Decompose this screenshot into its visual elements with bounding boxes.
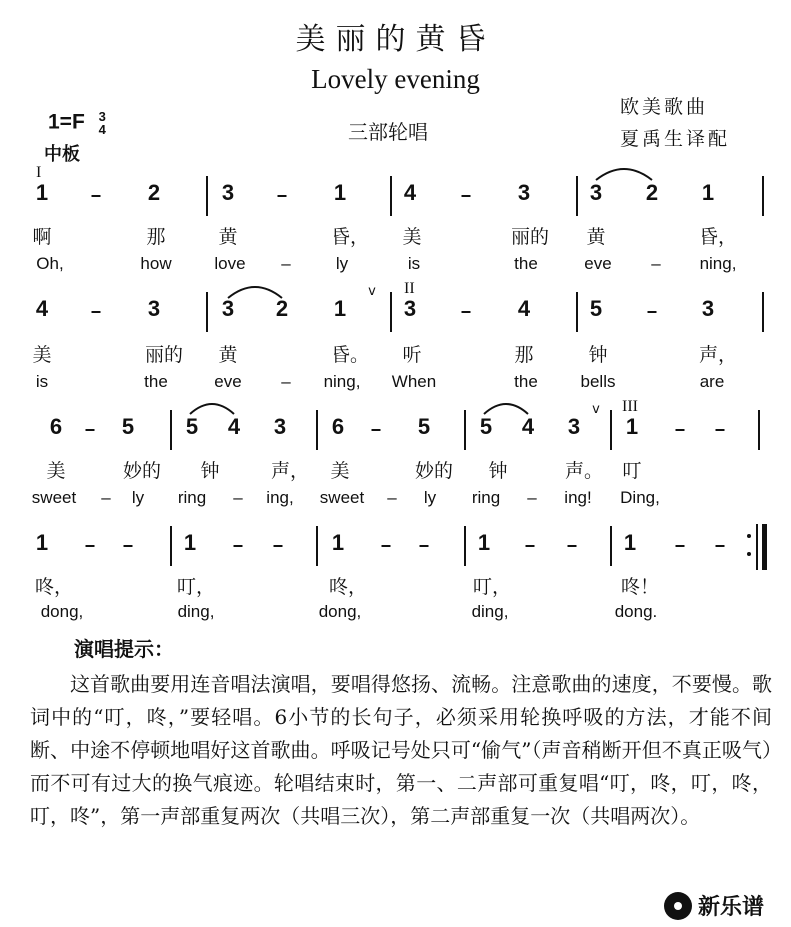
hints-body: 这首歌曲要用连音唱法演唱，要唱得悠扬、流畅。注意歌曲的速度，不要慢。歌词中的“叮，咚，”要轻唱。6小节的长句子，必须采用轮换呼吸的方法，才能不间断、中途不停顿地唱好这首歌曲。呼吸记号处只可“偷气”（声音稍断开但不真正吸气）而不可有过大的换气痕迹。轮唱结束时，第一、二声部可重复唱“叮，咚，叮，咚，叮，咚”，第一声部重复两次（共唱三次），第二声部重复一次（共唱两次）。 bbox=[30, 672, 772, 828]
lyric-english: eve bbox=[214, 372, 242, 391]
note-dash bbox=[274, 545, 283, 547]
bar-line bbox=[576, 292, 578, 332]
note: 1 bbox=[331, 530, 345, 555]
note-dash bbox=[648, 311, 657, 313]
lyric-english: ly bbox=[131, 488, 145, 507]
lyric-english: is bbox=[35, 372, 49, 391]
lyric-chinese: 丽的 bbox=[510, 226, 550, 248]
note-dash bbox=[278, 195, 287, 197]
note: 4 bbox=[227, 414, 241, 439]
note: 6 bbox=[49, 414, 63, 439]
lyric-english: the bbox=[514, 254, 538, 273]
note-dash bbox=[568, 545, 577, 547]
lyric-english: ding, bbox=[177, 602, 215, 621]
lyric-chinese: 美 bbox=[46, 460, 66, 482]
lyric-english: – bbox=[387, 488, 397, 507]
lyric-chinese: 美 bbox=[330, 460, 350, 482]
lyric-chinese: 叮 bbox=[622, 460, 642, 482]
note: 3 bbox=[221, 296, 235, 321]
note-dash bbox=[92, 311, 101, 313]
note: 1 bbox=[333, 296, 347, 321]
lyric-chinese: 钟 bbox=[588, 344, 608, 366]
note: 5 bbox=[479, 414, 493, 439]
lyric-chinese: 钟 bbox=[200, 460, 220, 482]
note: 1 bbox=[333, 180, 347, 205]
lyric-chinese: 黄 bbox=[218, 344, 238, 366]
time-signature bbox=[99, 110, 106, 136]
bar-line bbox=[610, 526, 612, 566]
lyric-chinese: 叮， bbox=[472, 576, 512, 598]
lyric-chinese: 那 bbox=[514, 344, 534, 366]
lyric-chinese: 咚， bbox=[34, 576, 74, 598]
lyric-english: – bbox=[651, 254, 661, 273]
note: 3 bbox=[273, 414, 287, 439]
lyric-chinese: 听 bbox=[402, 344, 422, 366]
lyric-english: – bbox=[527, 488, 537, 507]
lyric-english: ning, bbox=[323, 372, 361, 391]
lyric-chinese: 妙的 bbox=[122, 460, 162, 482]
bar-line bbox=[170, 410, 172, 450]
record-disc-icon bbox=[664, 892, 692, 920]
lyric-chinese: 昏。 bbox=[330, 344, 370, 366]
bar-line bbox=[762, 176, 764, 216]
lyric-english: – bbox=[233, 488, 243, 507]
note: 1 bbox=[35, 530, 49, 555]
breath-mark: v bbox=[368, 284, 376, 299]
lyric-english: – bbox=[281, 372, 291, 391]
note: 2 bbox=[275, 296, 289, 321]
note-dash bbox=[462, 311, 471, 313]
note: 2 bbox=[147, 180, 161, 205]
lyric-english: bells bbox=[580, 372, 616, 391]
lyric-english: dong. bbox=[614, 602, 658, 621]
lyric-chinese: 声， bbox=[270, 460, 310, 482]
performance-mode: 三部轮唱 bbox=[348, 120, 428, 144]
note: 1 bbox=[625, 414, 639, 439]
note-dash bbox=[676, 545, 685, 547]
repeat-end-thick-line bbox=[762, 524, 767, 570]
note: 6 bbox=[331, 414, 345, 439]
bar-line bbox=[576, 176, 578, 216]
note: 4 bbox=[403, 180, 417, 205]
lyric-english: sweet bbox=[319, 488, 365, 507]
bar-line bbox=[464, 526, 466, 566]
key-label: 1=F bbox=[48, 110, 85, 134]
note: 5 bbox=[417, 414, 431, 439]
song-origin: 欧美歌曲 bbox=[620, 96, 709, 118]
note: 1 bbox=[623, 530, 637, 555]
note-dash bbox=[526, 545, 535, 547]
lyric-english: ing! bbox=[564, 488, 592, 507]
part-marker-3: III bbox=[622, 398, 638, 415]
note-dash bbox=[124, 545, 133, 547]
lyric-english: ly bbox=[335, 254, 349, 273]
site-logo bbox=[664, 890, 764, 921]
note: 4 bbox=[517, 296, 531, 321]
arranger-credit: 夏禹生译配 bbox=[620, 128, 731, 150]
lyric-chinese: 声， bbox=[698, 344, 738, 366]
note-dash bbox=[716, 429, 725, 431]
lyric-chinese: 妙的 bbox=[414, 460, 454, 482]
note: 3 bbox=[147, 296, 161, 321]
bar-line bbox=[390, 292, 392, 332]
lyric-english: dong, bbox=[318, 602, 362, 621]
song-title-english: Lovely evening bbox=[311, 64, 480, 94]
lyric-english: ing, bbox=[266, 488, 294, 507]
lyric-english: the bbox=[144, 372, 168, 391]
note: 3 bbox=[517, 180, 531, 205]
lyric-english: how bbox=[140, 254, 172, 273]
lyric-english: love bbox=[214, 254, 246, 273]
note: 1 bbox=[183, 530, 197, 555]
lyric-english: ring bbox=[177, 488, 207, 507]
note: 1 bbox=[701, 180, 715, 205]
lyric-english: ding, bbox=[471, 602, 509, 621]
note-dash bbox=[382, 545, 391, 547]
note: 5 bbox=[121, 414, 135, 439]
repeat-dot bbox=[747, 552, 751, 556]
note-dash bbox=[86, 429, 95, 431]
slur bbox=[190, 404, 234, 414]
lyric-chinese: 咚！ bbox=[620, 576, 660, 598]
slur bbox=[596, 169, 652, 180]
lyric-english: When bbox=[391, 372, 437, 391]
lyric-chinese: 叮， bbox=[176, 576, 216, 598]
site-logo-text: 新乐谱 bbox=[698, 895, 765, 920]
bar-line bbox=[762, 292, 764, 332]
lyric-english: Ding, bbox=[620, 488, 660, 507]
part-marker-2: II bbox=[404, 280, 415, 297]
song-title-chinese: 美丽的黄昏 bbox=[295, 22, 496, 57]
time-top: 3 bbox=[98, 109, 106, 124]
lyric-english: is bbox=[407, 254, 421, 273]
lyric-english: dong, bbox=[40, 602, 84, 621]
bar-line bbox=[316, 410, 318, 450]
slur bbox=[228, 287, 282, 298]
lyric-english: – bbox=[281, 254, 291, 273]
key-signature bbox=[48, 110, 106, 136]
note: 5 bbox=[589, 296, 603, 321]
tempo-marking: 中板 bbox=[44, 144, 80, 165]
bar-line bbox=[610, 410, 612, 450]
breath-mark: v bbox=[592, 402, 600, 417]
note: 4 bbox=[521, 414, 535, 439]
lyric-chinese: 那 bbox=[146, 226, 166, 248]
lyric-english: Oh, bbox=[36, 254, 64, 273]
bar-line bbox=[170, 526, 172, 566]
note-dash bbox=[676, 429, 685, 431]
bar-line bbox=[206, 292, 208, 332]
lyric-english: ning, bbox=[699, 254, 737, 273]
note: 3 bbox=[567, 414, 581, 439]
repeat-end-thin-line bbox=[756, 524, 758, 570]
note: 3 bbox=[589, 180, 603, 205]
note: 1 bbox=[35, 180, 49, 205]
note-dash bbox=[234, 545, 243, 547]
lyric-chinese: 昏， bbox=[698, 226, 738, 248]
part-marker-1: I bbox=[36, 164, 42, 181]
lyric-chinese: 黄 bbox=[586, 226, 606, 248]
lyric-chinese: 啊 bbox=[32, 226, 52, 248]
note: 2 bbox=[645, 180, 659, 205]
lyric-english: – bbox=[101, 488, 111, 507]
lyric-english: the bbox=[514, 372, 538, 391]
note: 5 bbox=[185, 414, 199, 439]
note-dash bbox=[86, 545, 95, 547]
note-dash bbox=[716, 545, 725, 547]
lyric-chinese: 声。 bbox=[564, 460, 604, 482]
note-dash bbox=[420, 545, 429, 547]
note-dash bbox=[462, 195, 471, 197]
repeat-dot bbox=[747, 534, 751, 538]
lyric-chinese: 咚， bbox=[328, 576, 368, 598]
time-bottom: 4 bbox=[98, 122, 106, 137]
lyric-english: ly bbox=[423, 488, 437, 507]
lyric-chinese: 美 bbox=[32, 344, 52, 366]
slur bbox=[484, 404, 528, 414]
note: 3 bbox=[221, 180, 235, 205]
lyric-chinese: 黄 bbox=[218, 226, 238, 248]
lyric-chinese: 美 bbox=[402, 226, 422, 248]
lyric-chinese: 钟 bbox=[488, 460, 508, 482]
note-dash bbox=[92, 195, 101, 197]
note: 3 bbox=[403, 296, 417, 321]
bar-line bbox=[390, 176, 392, 216]
lyric-chinese: 昏， bbox=[330, 226, 370, 248]
lyric-english: are bbox=[699, 372, 725, 391]
note: 4 bbox=[35, 296, 49, 321]
lyric-english: sweet bbox=[31, 488, 77, 507]
note-dash bbox=[372, 429, 381, 431]
bar-line bbox=[464, 410, 466, 450]
lyric-english: eve bbox=[584, 254, 612, 273]
bar-line bbox=[206, 176, 208, 216]
bar-line bbox=[758, 410, 760, 450]
lyric-english: ring bbox=[471, 488, 501, 507]
bar-line bbox=[316, 526, 318, 566]
hints-title: 演唱提示： bbox=[74, 637, 174, 661]
note: 1 bbox=[477, 530, 491, 555]
note: 3 bbox=[701, 296, 715, 321]
lyric-chinese: 丽的 bbox=[144, 344, 184, 366]
